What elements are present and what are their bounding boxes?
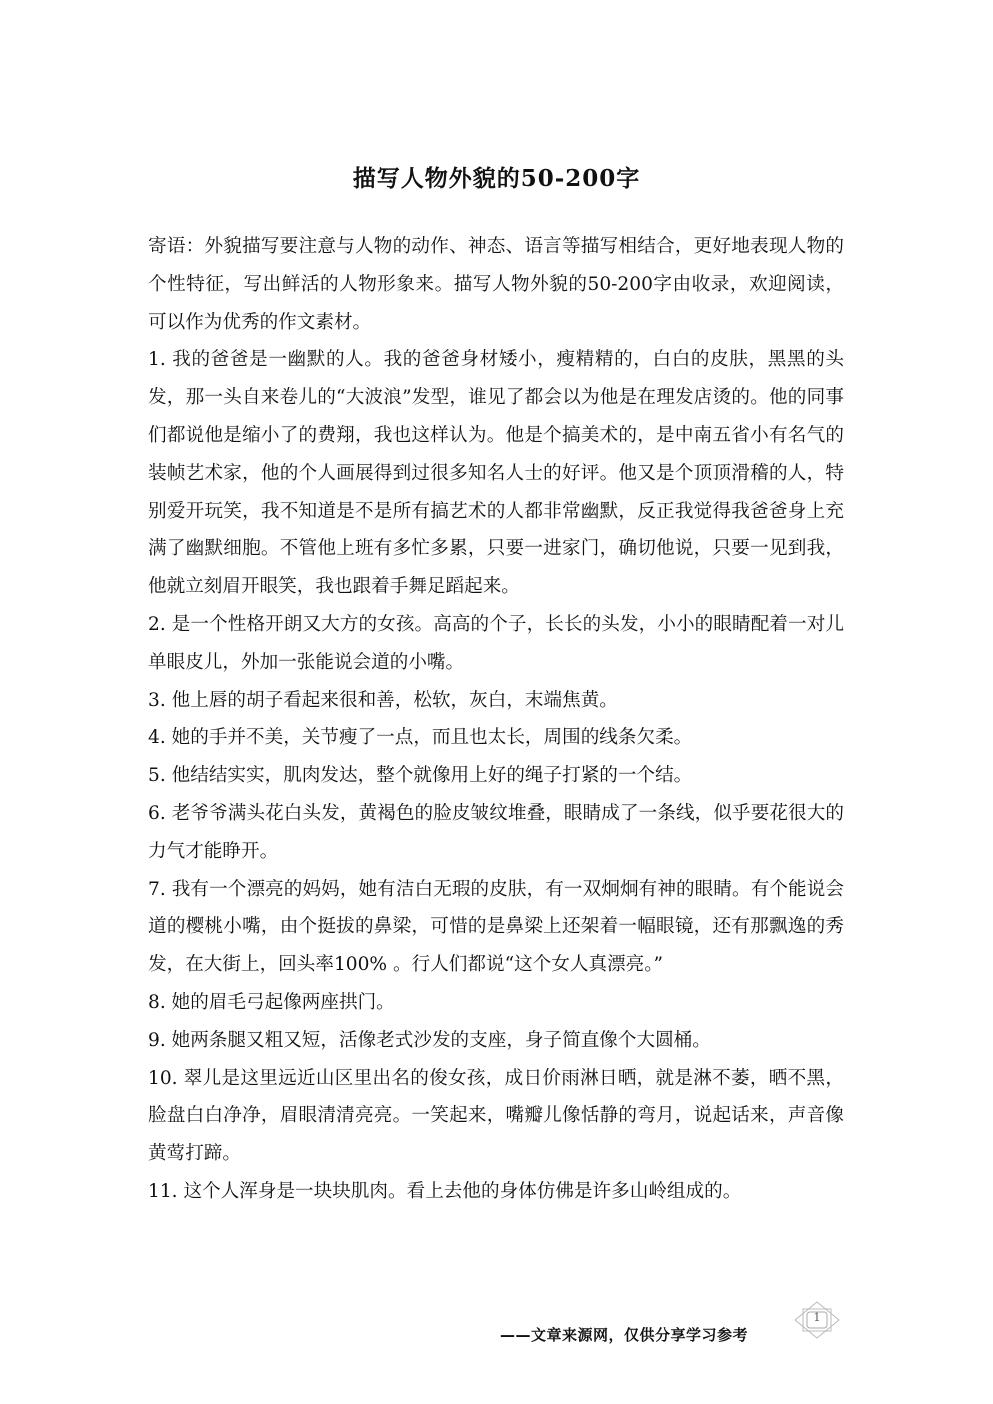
intro-paragraph: 寄语：外貌描写要注意与人物的动作、神态、语言等描写相结合，更好地表现人物的个性特征，写出鲜活的人物形象来。描写人物外貌的50-200字由收录，欢迎阅读，可以作为优秀的作文素材。 [148, 236, 844, 333]
list-item-10: 10. 翠儿是这里远近山区里出名的俊女孩，成日价雨淋日晒，就是淋不萎，晒不黑，脸盘白白净净，眉眼清清亮亮。一笑起来，嘴瓣儿像恬静的弯月，说起话来，声音像黄莺打蹄。 [148, 1067, 844, 1165]
list-item-9: 9. 她两条腿又粗又短，活像老式沙发的支座，身子简直像个大圆桶。 [148, 1029, 711, 1051]
list-item-1: 1. 我的爸爸是一幽默的人。我的爸爸身材矮小，瘦精精的，白白的皮肤，黑黑的头发，那一头自来卷儿的“大波浪”发型，谁见了都会以为他是在理发店烫的。他的同事们都说他是缩小了的费翔，我也这样认为。他是个搞美术的，是中南五省小有名气的装帧艺术家，他的个人画展得到过很多知名人士的好评。他又是个顶顶滑稽的人，特别爱开玩笑，我不知道是不是所有搞艺术的人都非常幽默，反正我觉得我爸爸身上充满了幽默细胞。不管他上班有多忙多累，只要一进家门，确切他说，只要一见到我，他就立刻眉开眼笑，我也跟着手舞足蹈起来。 [148, 349, 844, 598]
page-title: 描写人物外貌的50-200字 [352, 165, 641, 192]
list-item-3: 3. 他上唇的胡子看起来很和善，松软，灰白，末端焦黄。 [148, 689, 618, 711]
page-number-badge [792, 1300, 842, 1340]
list-item-2: 2. 是一个性格开朗又大方的女孩。高高的个子，长长的头发，小小的眼睛配着一对儿单眼皮儿，外加一张能说会道的小嘴。 [148, 613, 844, 673]
list-item-5: 5. 他结结实实，肌肉发达，整个就像用上好的绳子打紧的一个结。 [148, 765, 693, 787]
footer-source-note: ——文章来源网，仅供分享学习参考 [500, 1326, 749, 1344]
list-item-4: 4. 她的手并不美，关节瘦了一点，而且也太长，周围的线条欠柔。 [148, 727, 693, 749]
list-item-6: 6. 老爷爷满头花白头发，黄褐色的脸皮皱纹堆叠，眼睛成了一条线，似乎要花很大的力气才能睁开。 [148, 802, 844, 862]
list-item-7: 7. 我有一个漂亮的妈妈，她有洁白无瑕的皮肤，有一双炯炯有神的眼睛。有个能说会道的樱桃小嘴，由个挺拔的鼻梁，可惜的是鼻梁上还架着一幅眼镜，还有那飘逸的秀发，在大街上，回头率100% 。行人们都说“这个女人真漂亮。” [148, 878, 844, 976]
page-number: 1 [813, 1311, 821, 1324]
list-item-8: 8. 她的眉毛弓起像两座拱门。 [148, 991, 395, 1013]
article-body [148, 228, 844, 1211]
list-item-11: 11. 这个人浑身是一块块肌肉。看上去他的身体仿佛是许多山岭组成的。 [148, 1180, 742, 1202]
